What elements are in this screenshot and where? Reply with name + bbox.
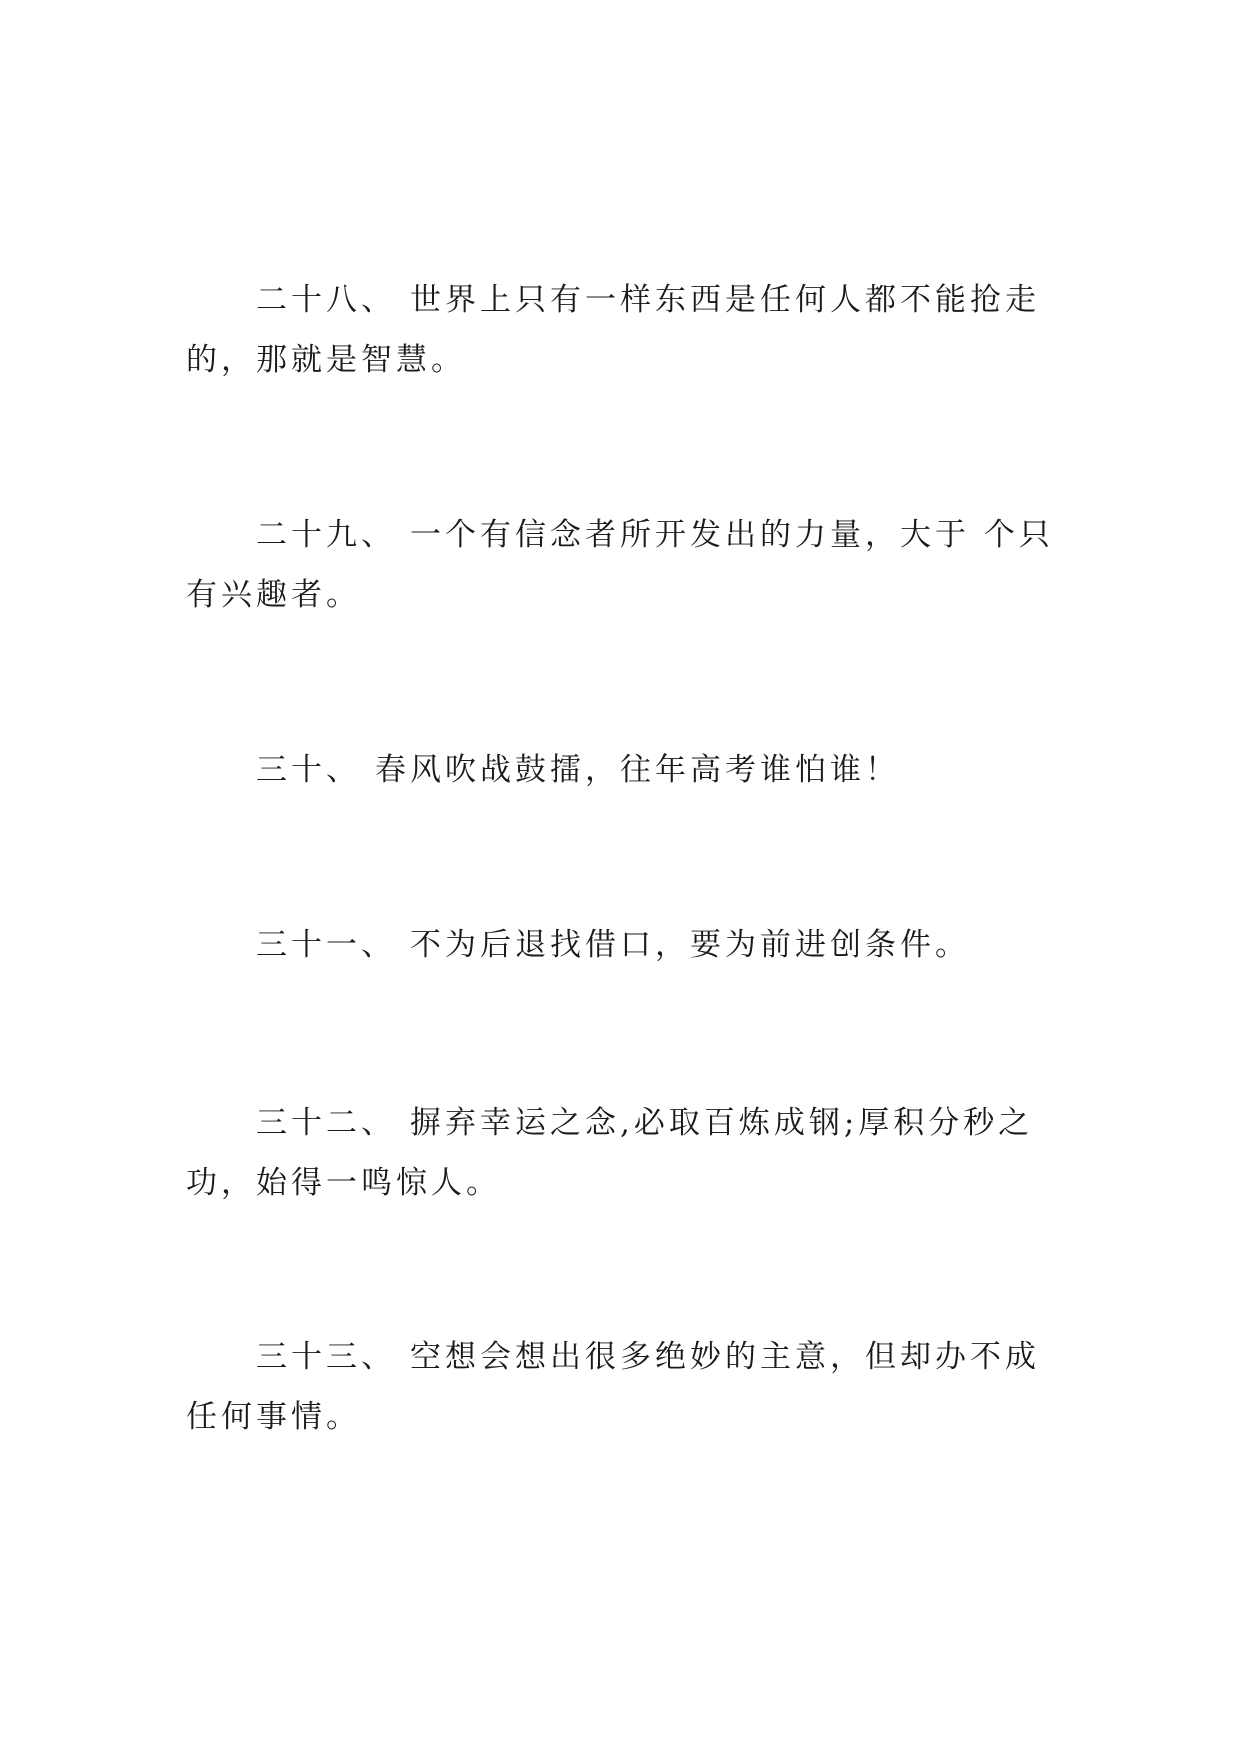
entry-number: 三十二、	[256, 1105, 396, 1141]
entry-text: 春风吹战鼓擂，往年高考谁怕谁！	[375, 752, 900, 788]
entry-text: 一个有信念者所开发出的力量，大于 个只有兴趣者。	[186, 517, 1054, 613]
quote-entry	[186, 270, 1066, 390]
entry-text: 空想会想出很多绝妙的主意，但却办不成任何事情。	[186, 1339, 1040, 1435]
entry-number: 三十、	[256, 752, 361, 788]
entry-number: 二十九、	[256, 517, 396, 553]
entry-text: 摒弃幸运之念,必取百炼成钢;厚积分秒之功，始得一鸣惊人。	[186, 1105, 1034, 1201]
quote-entry	[186, 740, 1066, 800]
quote-entry	[186, 915, 1066, 975]
entry-number: 三十一、	[256, 927, 396, 963]
quote-entry	[186, 1327, 1066, 1447]
entry-text: 不为后退找借口，要为前进创条件。	[410, 927, 970, 963]
entry-text: 世界上只有一样东西是任何人都不能抢走的，那就是智慧。	[186, 282, 1040, 378]
quote-entry	[186, 1093, 1066, 1213]
entry-number: 二十八、	[256, 282, 396, 318]
quote-entry	[186, 505, 1066, 625]
entry-number: 三十三、	[256, 1339, 396, 1375]
